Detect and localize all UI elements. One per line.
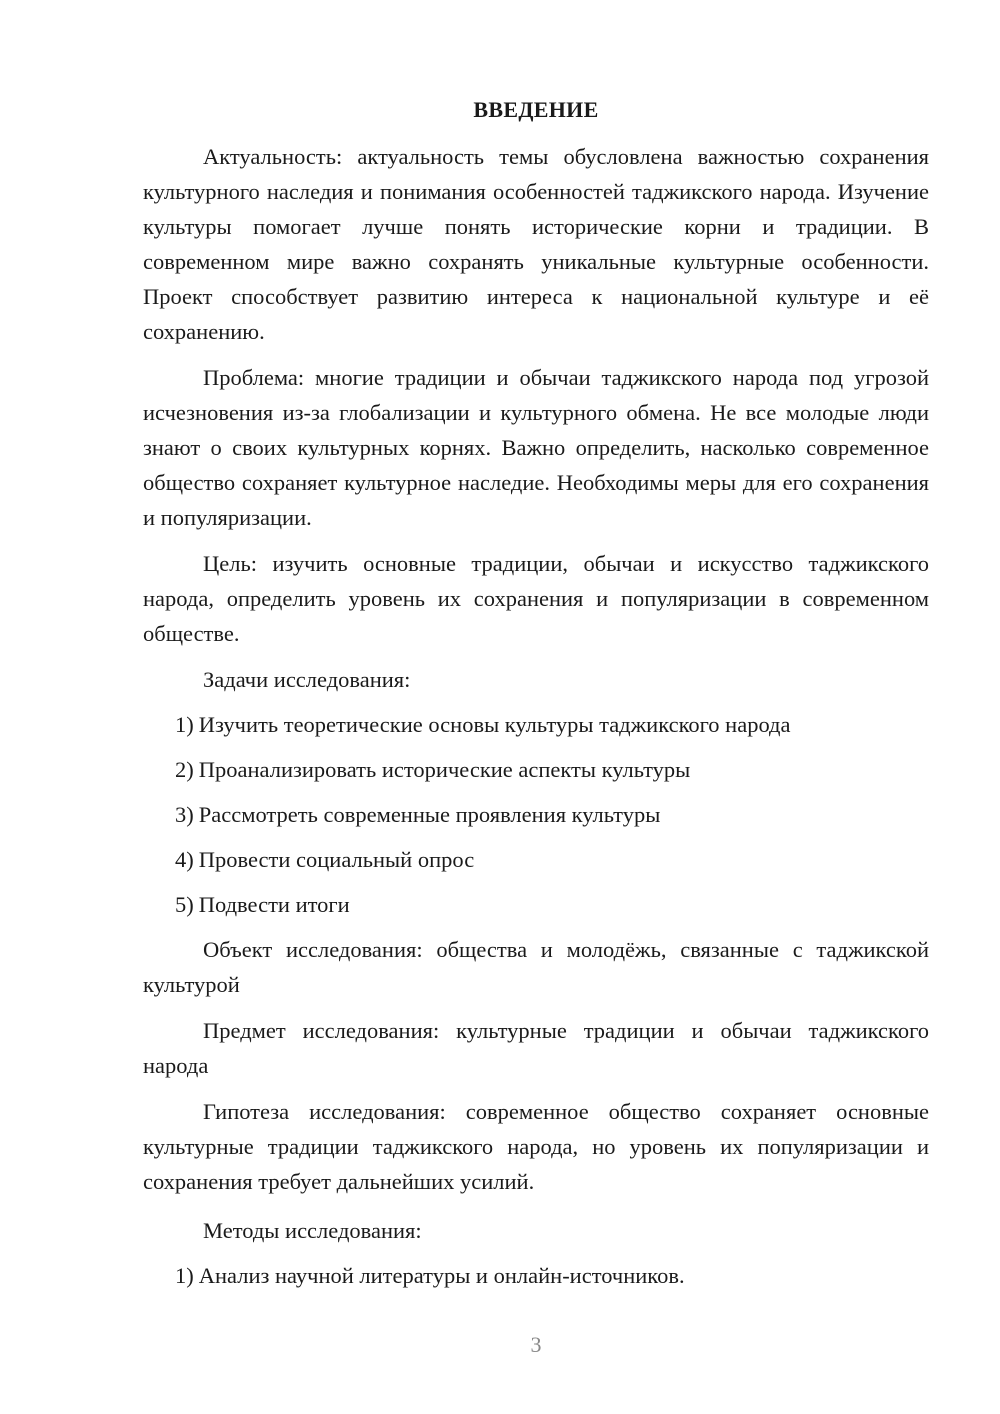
list-item [143, 887, 929, 922]
list-item-text: Подвести итоги [198, 892, 350, 917]
list-item [143, 707, 929, 742]
tasks-label: Задачи исследования: [203, 667, 411, 692]
list-item-text: Анализ научной литературы и онлайн-источников. [198, 1263, 685, 1288]
list-item [143, 842, 929, 877]
list-item-text: Рассмотреть современные проявления культуры [198, 802, 661, 827]
goal-paragraph: Цель: изучить основные традиции, обычаи и искусство таджикского народа, определить уровень их сохранения и популяризации в современном обществе. [143, 551, 929, 646]
list-item-number: 5) [175, 892, 194, 917]
list-item-text: Проанализировать исторические аспекты культуры [198, 757, 691, 782]
list-item-text: Изучить теоретические основы культуры таджикского народа [198, 712, 791, 737]
object-paragraph: Объект исследования: общества и молодёжь, связанные с таджикской культурой [143, 937, 929, 997]
page-number: 3 [530, 1332, 542, 1357]
document-page [143, 95, 929, 1303]
methods-label: Методы исследования: [203, 1218, 422, 1243]
list-item-number: 2) [175, 757, 194, 782]
list-item-number: 4) [175, 847, 194, 872]
tasks-list [143, 707, 929, 922]
list-item-number: 3) [175, 802, 194, 827]
problem-paragraph: Проблема: многие традиции и обычаи таджикского народа под угрозой исчезновения из-за глобализации и культурного обмена. Не все молодые люди знают о своих культурных корнях. Важно определить, насколько современное общество сохраняет культурное наследие. Необходимы меры для его сохранения и популяризации. [143, 365, 929, 530]
list-item-text: Провести социальный опрос [198, 847, 475, 872]
methods-list [143, 1258, 929, 1293]
list-item-number: 1) [175, 712, 194, 737]
list-item-number: 1) [175, 1263, 194, 1288]
page-title: ВВЕДЕНИЕ [473, 97, 599, 122]
list-item [143, 752, 929, 787]
hypothesis-paragraph: Гипотеза исследования: современное общество сохраняет основные культурные традиции таджикского народа, но уровень их популяризации и сохранения требует дальнейших усилий. [143, 1099, 929, 1194]
subject-paragraph: Предмет исследования: культурные традиции и обычаи таджикского народа [143, 1018, 929, 1078]
list-item [143, 1258, 929, 1293]
relevance-paragraph: Актуальность: актуальность темы обусловлена важностью сохранения культурного наследия и понимания особенностей таджикского народа. Изучение культуры помогает лучше понять исторические корни и традиции. В современном мире важно сохранять уникальные культурные особенности. Проект способствует развитию интереса к национальной культуре и её сохранению. [143, 144, 929, 344]
list-item [143, 797, 929, 832]
